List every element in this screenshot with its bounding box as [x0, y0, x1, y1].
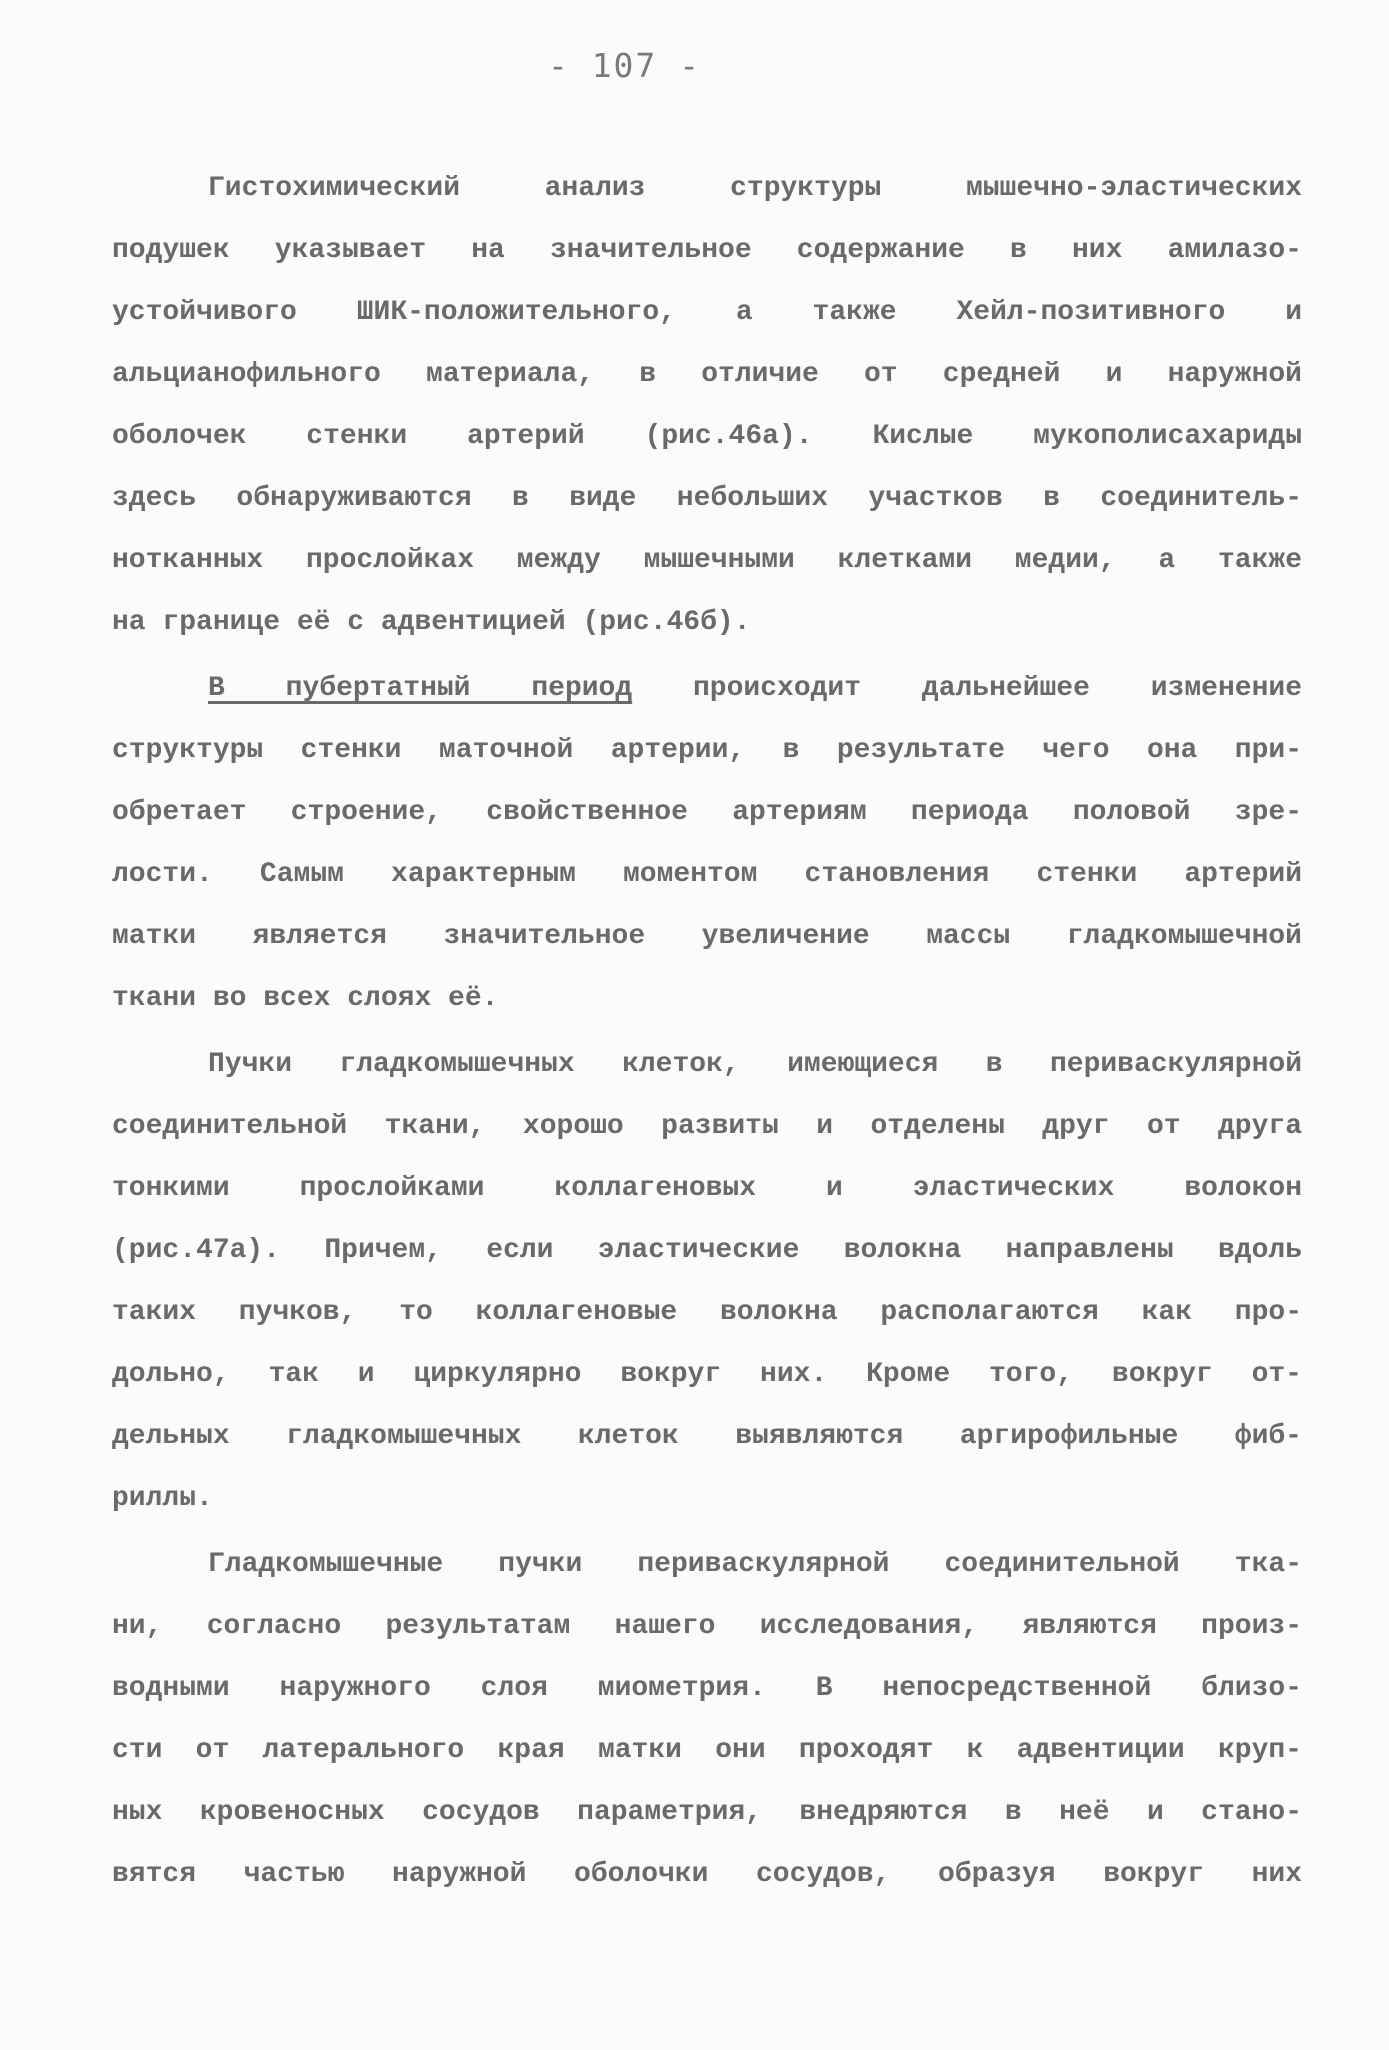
text-line: Гладкомышечные пучки периваскулярной соединительной тка-: [208, 1549, 1302, 1580]
section-heading-underlined: В пубертатный период: [208, 673, 633, 704]
text-line: обретает строение, свойственное артериям периода половой зре-: [112, 797, 1302, 828]
text-line: таких пучков, то коллагеновые волокна располагаются как про-: [112, 1297, 1302, 1328]
page-number: - 107 -: [547, 46, 702, 85]
text-line: подушек указывает на значительное содержание в них амилазо-: [112, 235, 1302, 266]
text-line: структуры стенки маточной артерии, в результате чего она при-: [112, 735, 1302, 766]
text-line: [112, 658, 1302, 720]
text-line: вятся частью наружной оболочки сосудов, образуя вокруг них: [112, 1859, 1302, 1890]
text-line: матки является значительное увеличение массы гладкомышечной: [112, 921, 1302, 952]
text-line: риллы.: [112, 1483, 213, 1514]
text-line: лости. Самым характерным моментом становления стенки артерий: [112, 859, 1302, 890]
text-line: на границе её с адвентицией (рис.46б).: [112, 607, 751, 638]
paragraph: [112, 1534, 1302, 1906]
text-line: устойчивого ШИК-положительного, а также Хейл-позитивного и: [112, 297, 1302, 328]
text-line: нотканных прослойках между мышечными клетками медии, а также: [112, 545, 1302, 576]
text-line: тонкими прослойками коллагеновых и эластических волокон: [112, 1173, 1302, 1204]
body-text: [112, 158, 1302, 1906]
text-line: водными наружного слоя миометрия. В непосредственной близо-: [112, 1673, 1302, 1704]
text-line: соединительной ткани, хорошо развиты и отделены друг от друга: [112, 1111, 1302, 1142]
text-line: дольно, так и циркулярно вокруг них. Кроме того, вокруг от-: [112, 1359, 1302, 1390]
text-line: Пучки гладкомышечных клеток, имеющиеся в периваскулярной: [208, 1049, 1302, 1080]
paragraph: [112, 658, 1302, 1030]
text-line: Гистохимический анализ структуры мышечно-эластических: [208, 173, 1302, 204]
text-line: дельных гладкомышечных клеток выявляются аргирофильные фиб-: [112, 1421, 1302, 1452]
paragraph: [112, 158, 1302, 654]
text-fragment: происходит дальнейшее изменение: [632, 673, 1302, 704]
text-line: ткани во всех слоях её.: [112, 983, 499, 1014]
text-line: ных кровеносных сосудов параметрия, внедряются в неё и стано-: [112, 1797, 1302, 1828]
text-line: оболочек стенки артерий (рис.46а). Кислые мукополисахариды: [112, 421, 1302, 452]
text-line: здесь обнаруживаются в виде небольших участков в соединитель-: [112, 483, 1302, 514]
text-line: альцианофильного материала, в отличие от средней и наружной: [112, 359, 1302, 390]
text-line: ни, согласно результатам нашего исследования, являются произ-: [112, 1611, 1302, 1642]
text-line: (рис.47а). Причем, если эластические волокна направлены вдоль: [112, 1235, 1302, 1266]
paragraph: [112, 1034, 1302, 1530]
text-line: сти от латерального края матки они проходят к адвентиции круп-: [112, 1735, 1302, 1766]
